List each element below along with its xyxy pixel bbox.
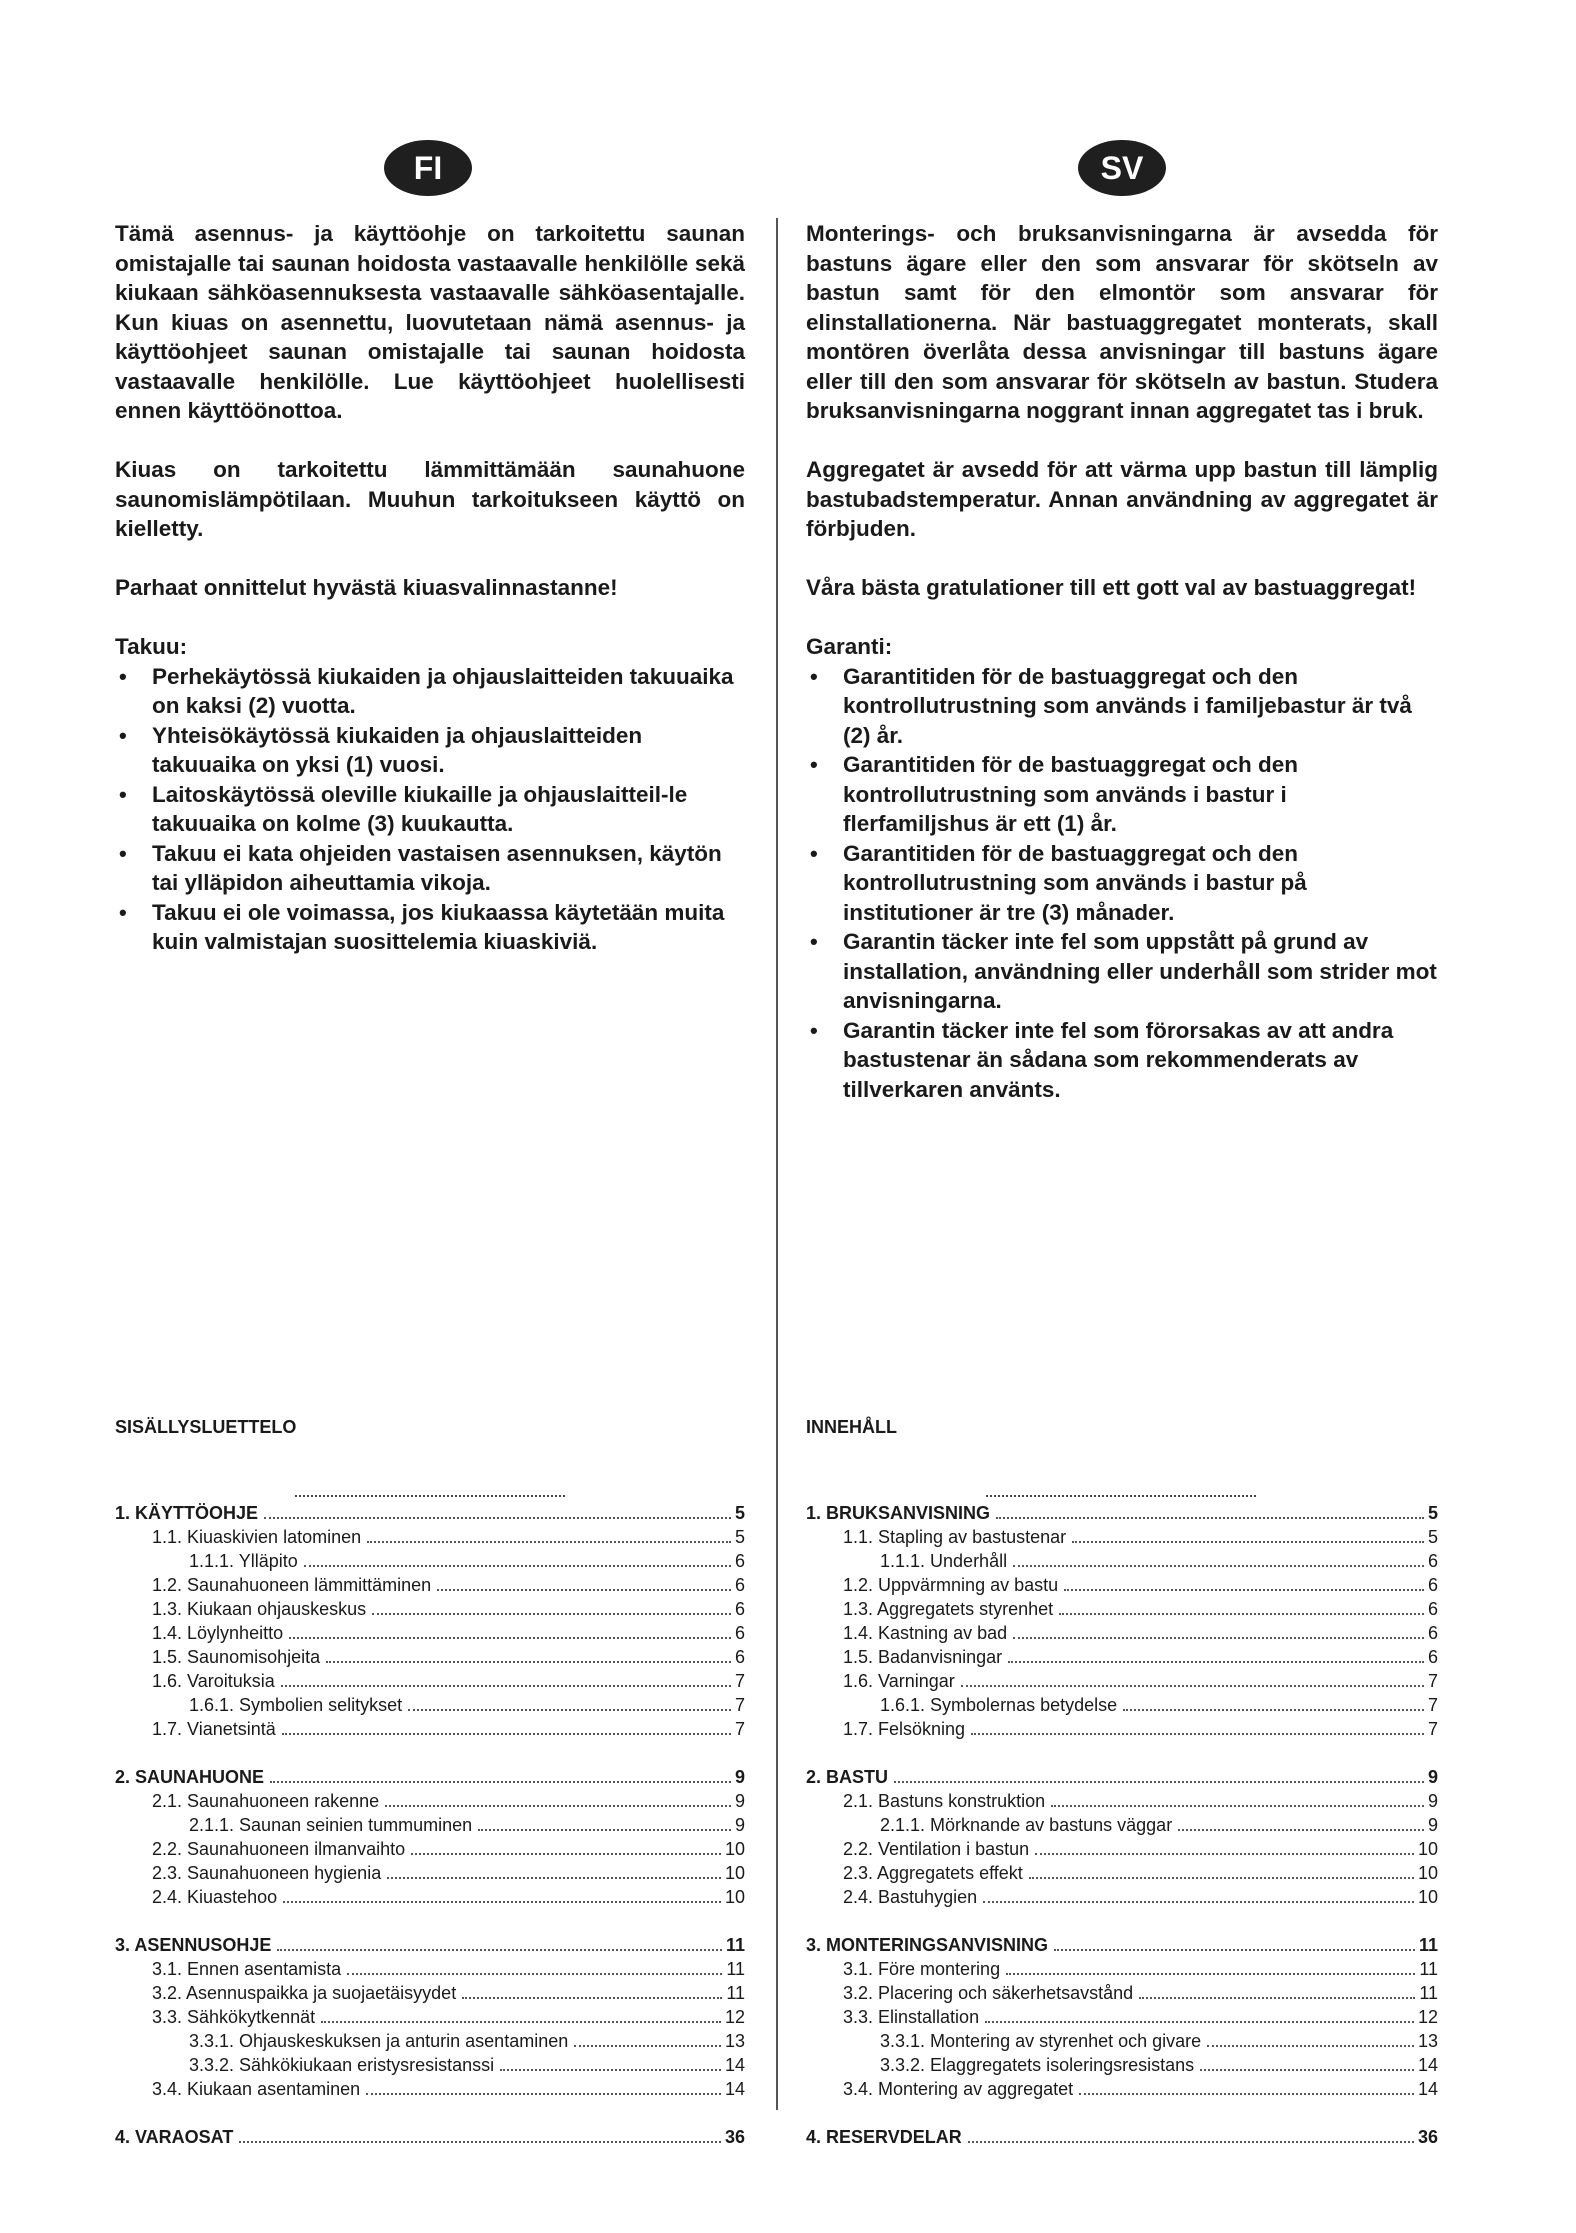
toc-leader-dots	[1006, 1973, 1415, 1975]
warranty-item: • Takuu ei kata ohjeiden vastaisen asennuksen, käytön tai ylläpidon aiheuttamia vikoja.	[115, 839, 745, 898]
toc-entry-label: 1.2. Saunahuoneen lämmittäminen	[152, 1575, 432, 1595]
toc-leader-dots	[281, 1685, 731, 1687]
toc-entry	[806, 1837, 1438, 1861]
toc-entry	[806, 2077, 1438, 2101]
language-badge-sv: SV	[1078, 140, 1166, 196]
toc-entry	[806, 1573, 1438, 1597]
toc-entry-label: 1.1.1. Underhåll	[880, 1551, 1008, 1571]
toc-entry-page: 14	[724, 2055, 745, 2075]
toc-entry	[115, 1789, 745, 1813]
toc-entry	[115, 1837, 745, 1861]
toc-entry-label: 1.1. Kiuaskivien latominen	[152, 1527, 362, 1547]
toc-leader-dots	[437, 1589, 731, 1591]
toc-entry-label: 2.3. Aggregatets effekt	[843, 1863, 1023, 1883]
toc-entry-page: 12	[1417, 2007, 1438, 2027]
toc-entry	[806, 2029, 1438, 2053]
purpose-paragraph: Aggregatet är avsedd för att värma upp bastun till lämplig bastubadstemperatur. Annan användning av aggregatet är förbjuden.	[806, 457, 1438, 541]
toc-entry-label: 3.3.1. Ohjauskeskuksen ja anturin asentaminen	[189, 2031, 569, 2051]
toc-leader-dots	[1072, 1541, 1424, 1543]
toc-entry	[806, 1525, 1438, 1549]
toc-spacer	[115, 1909, 745, 1933]
toc-entry-page: 9	[1427, 1791, 1438, 1811]
toc-entry-label: 1.6. Varningar	[843, 1671, 955, 1691]
toc-leader-dots	[1051, 1805, 1424, 1807]
toc-entry-page: 13	[724, 2031, 745, 2051]
toc-entry	[806, 1981, 1438, 2005]
toc-leader-dots	[1035, 1853, 1414, 1855]
toc-list	[115, 1501, 745, 2149]
toc-leader-dots	[264, 1517, 731, 1519]
toc-leader-dots	[983, 1901, 1414, 1903]
warranty-item: • Garantitiden för de bastuaggregat och den kontrollutrustning som används i familjebastur är två (2) år.	[806, 662, 1438, 751]
toc-entry-label: 2.4. Bastuhygien	[843, 1887, 978, 1907]
toc-entry-page: 6	[734, 1575, 745, 1595]
toc-leader-dots	[985, 2021, 1414, 2023]
toc-leader-dots	[239, 2141, 721, 2143]
toc-entry-label: 1.7. Felsökning	[843, 1719, 966, 1739]
toc-entry	[115, 2077, 745, 2101]
language-badge-fi: FI	[384, 140, 472, 196]
toc-spacer	[806, 2101, 1438, 2125]
toc-leader-dots	[1059, 1613, 1424, 1615]
toc-entry-label: 1. BRUKSANVISNING	[806, 1503, 991, 1523]
toc-leader-dots	[500, 2069, 721, 2071]
toc-entry	[806, 1645, 1438, 1669]
toc-entry-label: 1.6.1. Symbolien selitykset	[189, 1695, 403, 1715]
toc-entry-page: 14	[724, 2079, 745, 2099]
toc-entry	[115, 1933, 745, 1957]
toc-entry	[806, 1693, 1438, 1717]
toc-entry	[806, 2053, 1438, 2077]
toc-entry	[806, 1549, 1438, 1573]
toc-entry	[115, 1885, 745, 1909]
toc-entry-page: 11	[1419, 1959, 1438, 1979]
toc-entry	[806, 1501, 1438, 1525]
toc-entry	[115, 1501, 745, 1525]
toc-entry-label: 3.3.2. Sähkökiukaan eristysresistanssi	[189, 2055, 495, 2075]
toc-entry-page: 36	[724, 2127, 745, 2147]
toc-entry-label: 3.1. Före montering	[843, 1959, 1001, 1979]
toc-entry-page: 7	[734, 1671, 745, 1691]
toc-entry-page: 6	[1427, 1599, 1438, 1619]
toc-leader-dots	[282, 1733, 731, 1735]
toc-entry	[115, 1813, 745, 1837]
toc-leader-dots	[408, 1709, 731, 1711]
toc-entry-page: 7	[1427, 1671, 1438, 1691]
toc-leader-dots	[270, 1781, 731, 1783]
toc-entry-label: 1.5. Saunomisohjeita	[152, 1647, 321, 1667]
toc-entry	[806, 1669, 1438, 1693]
toc-entry	[806, 2125, 1438, 2149]
toc-entry-page: 9	[1427, 1815, 1438, 1835]
toc-leader-dots	[277, 1949, 722, 1951]
toc-entry	[806, 1765, 1438, 1789]
toc-leader-dots	[372, 1613, 731, 1615]
toc-entry	[115, 1693, 745, 1717]
intro-column-fi	[115, 219, 745, 957]
toc-entry-page: 10	[1417, 1839, 1438, 1859]
toc-leader-dots	[1178, 1829, 1424, 1831]
warranty-heading: Takuu:	[115, 634, 188, 659]
toc-entry-label: 3.2. Asennuspaikka ja suojaetäisyydet	[152, 1983, 457, 2003]
toc-entry-label: 3. MONTERINGSANVISNING	[806, 1935, 1049, 1955]
toc-entry-label: 1.4. Löylynheitto	[152, 1623, 284, 1643]
toc-entry-label: 3.4. Kiukaan asentaminen	[152, 2079, 361, 2099]
toc-entry	[115, 1981, 745, 2005]
toc-entry-label: 1.6. Varoituksia	[152, 1671, 275, 1691]
toc-leader-dots	[462, 1997, 722, 1999]
toc-entry	[806, 1885, 1438, 1909]
toc-entry	[806, 1621, 1438, 1645]
toc-entry-label: 4. VARAOSAT	[115, 2127, 234, 2147]
toc-spacer	[115, 2101, 745, 2125]
toc-entry-label: 2.4. Kiuastehoo	[152, 1887, 278, 1907]
toc-entry	[115, 1549, 745, 1573]
toc-entry-label: 3. ASENNUSOHJE	[115, 1935, 272, 1955]
toc-leader-dots	[1054, 1949, 1415, 1951]
toc-leader-dots	[574, 2045, 721, 2047]
toc-entry-label: 1.3. Aggregatets styrenhet	[843, 1599, 1054, 1619]
toc-entry-page: 7	[734, 1719, 745, 1739]
toc-entry	[806, 1789, 1438, 1813]
toc-entry-page: 7	[734, 1695, 745, 1715]
toc-title: INNEHÅLL	[806, 1417, 897, 1437]
toc-entry	[115, 1573, 745, 1597]
toc-entry	[806, 1957, 1438, 1981]
toc-leader-dots	[366, 2093, 721, 2095]
warranty-item: • Garantitiden för de bastuaggregat och den kontrollutrustning som används i bastur i flerfamiljshus är ett (1) år.	[806, 750, 1438, 839]
toc-entry-page: 6	[734, 1551, 745, 1571]
toc-entry-label: 3.4. Montering av aggregatet	[843, 2079, 1074, 2099]
toc-entry-page: 5	[734, 1503, 745, 1523]
toc-leader-dots	[289, 1637, 731, 1639]
toc-leader-dots	[1207, 2045, 1414, 2047]
toc-leader-dots	[1008, 1661, 1424, 1663]
toc-leader-dots	[996, 1517, 1424, 1519]
toc-entry-page: 12	[724, 2007, 745, 2027]
warranty-heading: Garanti:	[806, 634, 893, 659]
toc-entry	[115, 1645, 745, 1669]
toc-entry-page: 5	[1427, 1527, 1438, 1547]
toc-entry-label: 3.3. Sähkökytkennät	[152, 2007, 316, 2027]
warranty-item: • Garantin täcker inte fel som uppstått på grund av installation, användning eller underhåll som strider mot anvisningarna.	[806, 927, 1438, 1016]
warranty-item: • Perhekäytössä kiukaiden ja ohjauslaitteiden takuuaika on kaksi (2) vuotta.	[115, 662, 745, 721]
toc-entry-page: 6	[734, 1647, 745, 1667]
toc-entry-page: 6	[1427, 1575, 1438, 1595]
toc-entry-label: 3.2. Placering och säkerhetsavstånd	[843, 1983, 1134, 2003]
toc-entry	[115, 1861, 745, 1885]
toc-entry-page: 11	[1419, 1983, 1438, 2003]
toc-leader-dots	[411, 1853, 721, 1855]
toc-leader-dots	[1079, 2093, 1414, 2095]
toc-leader-dots	[961, 1685, 1424, 1687]
toc-entry-label: 1.5. Badanvisningar	[843, 1647, 1003, 1667]
toc-leader-dots	[304, 1565, 731, 1567]
toc-entry-label: 4. RESERVDELAR	[806, 2127, 962, 2147]
toc-entry	[115, 1525, 745, 1549]
warranty-item: • Garantin täcker inte fel som förorsakas av att andra bastustenar än sådana som rekommenderats av tillverkaren använts.	[806, 1016, 1438, 1105]
toc-entry	[115, 1765, 745, 1789]
warranty-item: • Garantitiden för de bastuaggregat och den kontrollutrustning som används i bastur på institutioner är tre (3) månader.	[806, 839, 1438, 928]
toc-entry-page: 6	[734, 1599, 745, 1619]
toc-entry-page: 11	[726, 1983, 745, 2003]
toc-leader-dots	[387, 1877, 721, 1879]
toc-entry	[115, 1957, 745, 1981]
toc-spacer	[806, 1909, 1438, 1933]
toc-entry-label: 3.3. Elinstallation	[843, 2007, 980, 2027]
toc-entry	[115, 2053, 745, 2077]
toc-leader-dots	[1064, 1589, 1424, 1591]
toc-leader-dots	[1123, 1709, 1424, 1711]
toc-entry-page: 14	[1417, 2079, 1438, 2099]
toc-entry-page: 5	[734, 1527, 745, 1547]
toc-entry-page: 9	[734, 1767, 745, 1787]
toc-leader-dots	[971, 1733, 1424, 1735]
toc-entry-label: 3.3.2. Elaggregatets isoleringsresistans	[880, 2055, 1195, 2075]
toc-leader-dots	[1029, 1877, 1414, 1879]
toc-spacer	[115, 1741, 745, 1765]
toc-leader-dots	[321, 2021, 721, 2023]
toc-entry-label: 1.6.1. Symbolernas betydelse	[880, 1695, 1118, 1715]
toc-entry-label: 2.1. Bastuns konstruktion	[843, 1791, 1046, 1811]
toc-entry-page: 36	[1417, 2127, 1438, 2147]
warranty-item: • Takuu ei ole voimassa, jos kiukaassa käytetään muita kuin valmistajan suosittelemia kiuaskiviä.	[115, 898, 745, 957]
toc-entry-page: 6	[1427, 1623, 1438, 1643]
toc-entry-page: 13	[1417, 2031, 1438, 2051]
toc-entry-page: 9	[734, 1815, 745, 1835]
toc-entry-page: 7	[1427, 1719, 1438, 1739]
toc-leader-dots	[1013, 1637, 1424, 1639]
toc-entry-page: 11	[1418, 1935, 1438, 1955]
toc-entry-label: 1.2. Uppvärmning av bastu	[843, 1575, 1059, 1595]
toc-entry	[115, 2029, 745, 2053]
toc-entry	[806, 1933, 1438, 1957]
toc-leader-dots	[894, 1781, 1424, 1783]
toc-entry-label: 3.3.1. Montering av styrenhet och givare	[880, 2031, 1202, 2051]
toc-leader-dots	[1200, 2069, 1414, 2071]
toc-spacer	[806, 1741, 1438, 1765]
toc-entry-page: 14	[1417, 2055, 1438, 2075]
intro-column-sv	[806, 219, 1438, 1104]
toc-entry-page: 5	[1427, 1503, 1438, 1523]
toc-entry-page: 10	[724, 1887, 745, 1907]
toc-leader-dots	[367, 1541, 731, 1543]
toc-entry-label: 2. SAUNAHUONE	[115, 1767, 265, 1787]
toc-entry	[115, 2125, 745, 2149]
toc-entry-label: 1.1. Stapling av bastustenar	[843, 1527, 1067, 1547]
toc-leader-dots	[1139, 1997, 1415, 1999]
column-divider	[776, 218, 778, 2110]
toc-entry-page: 6	[734, 1623, 745, 1643]
toc-entry-page: 9	[1427, 1767, 1438, 1787]
toc-entry	[115, 1597, 745, 1621]
warranty-item: • Laitoskäytössä oleville kiukaille ja ohjauslaitteil-le takuuaika on kolme (3) kuukautta.	[115, 780, 745, 839]
toc-entry-page: 10	[1417, 1863, 1438, 1883]
toc-entry-page: 9	[734, 1791, 745, 1811]
warranty-item: • Yhteisökäytössä kiukaiden ja ohjauslaitteiden takuuaika on yksi (1) vuosi.	[115, 721, 745, 780]
toc-leader-dots	[326, 1661, 731, 1663]
toc-entry-label: 2.1.1. Mörknande av bastuns väggar	[880, 1815, 1173, 1835]
toc-entry	[806, 1717, 1438, 1741]
toc-entry	[806, 1597, 1438, 1621]
warranty-list	[115, 662, 745, 957]
toc-leader-dots	[478, 1829, 731, 1831]
toc-entry-page: 11	[726, 1959, 745, 1979]
table-of-contents-sv	[806, 1415, 1438, 2149]
toc-dotted-rule	[986, 1485, 1256, 1497]
toc-entry	[806, 2005, 1438, 2029]
toc-entry-label: 2.2. Ventilation i bastun	[843, 1839, 1030, 1859]
toc-entry-page: 10	[724, 1839, 745, 1859]
toc-entry	[806, 1813, 1438, 1837]
toc-entry	[115, 1669, 745, 1693]
toc-entry	[115, 1717, 745, 1741]
toc-entry-label: 1.4. Kastning av bad	[843, 1623, 1008, 1643]
toc-title: SISÄLLYSLUETTELO	[115, 1417, 297, 1437]
toc-entry-label: 3.1. Ennen asentamista	[152, 1959, 342, 1979]
toc-entry-label: 2.2. Saunahuoneen ilmanvaihto	[152, 1839, 406, 1859]
toc-entry-page: 10	[724, 1863, 745, 1883]
intro-paragraph: Tämä asennus- ja käyttöohje on tarkoitettu saunan omistajalle tai saunan hoidosta vastaavalle henkilölle sekä kiukaan sähköasennuksesta vastaavalle sähköasentajalle. Kun kiuas on asennettu, luovutetaan nämä asennus- ja käyttöohjeet saunan omistajalle tai saunan hoidosta vastaavalle henkilölle. Lue käyttöohjeet huolellisesti ennen käyttöönottoa.	[115, 221, 745, 423]
toc-entry-label: 1.1.1. Ylläpito	[189, 1551, 298, 1571]
toc-leader-dots	[968, 2141, 1414, 2143]
warranty-list	[806, 662, 1438, 1105]
toc-leader-dots	[385, 1805, 731, 1807]
toc-entry	[806, 1861, 1438, 1885]
toc-entry	[115, 2005, 745, 2029]
toc-entry-page: 6	[1427, 1647, 1438, 1667]
toc-dotted-rule	[295, 1485, 565, 1497]
toc-entry	[115, 1621, 745, 1645]
toc-entry-page: 10	[1417, 1887, 1438, 1907]
toc-leader-dots	[283, 1901, 721, 1903]
toc-entry-label: 2. BASTU	[806, 1767, 889, 1787]
table-of-contents-fi	[115, 1415, 745, 2149]
congratulations-paragraph: Våra bästa gratulationer till ett gott val av bastuaggregat!	[806, 575, 1417, 600]
toc-entry-label: 1. KÄYTTÖOHJE	[115, 1503, 259, 1523]
toc-entry-page: 11	[725, 1935, 745, 1955]
toc-entry-page: 6	[1427, 1551, 1438, 1571]
intro-paragraph: Monterings- och bruksanvisningarna är avsedda för bastuns ägare eller den som ansvarar för skötseln av bastun samt för den elmontör som ansvarar för elinstallationerna. När bastuaggregatet monterats, skall montören överlåta dessa anvisningar till bastuns ägare eller till den som ansvarar för skötseln av bastun. Studera bruksanvisningarna noggrant innan aggregatet tas i bruk.	[806, 221, 1438, 423]
toc-list	[806, 1501, 1438, 2149]
toc-leader-dots	[1013, 1565, 1424, 1567]
toc-entry-label: 1.3. Kiukaan ohjauskeskus	[152, 1599, 367, 1619]
toc-leader-dots	[347, 1973, 722, 1975]
toc-entry-label: 2.1. Saunahuoneen rakenne	[152, 1791, 380, 1811]
toc-entry-page: 7	[1427, 1695, 1438, 1715]
congratulations-paragraph: Parhaat onnittelut hyvästä kiuasvalinnastanne!	[115, 575, 618, 600]
toc-entry-label: 2.1.1. Saunan seinien tummuminen	[189, 1815, 473, 1835]
purpose-paragraph: Kiuas on tarkoitettu lämmittämään saunahuone saunomislämpötilaan. Muuhun tarkoitukseen käyttö on kielletty.	[115, 457, 745, 541]
toc-entry-label: 2.3. Saunahuoneen hygienia	[152, 1863, 382, 1883]
toc-entry-label: 1.7. Vianetsintä	[152, 1719, 276, 1739]
